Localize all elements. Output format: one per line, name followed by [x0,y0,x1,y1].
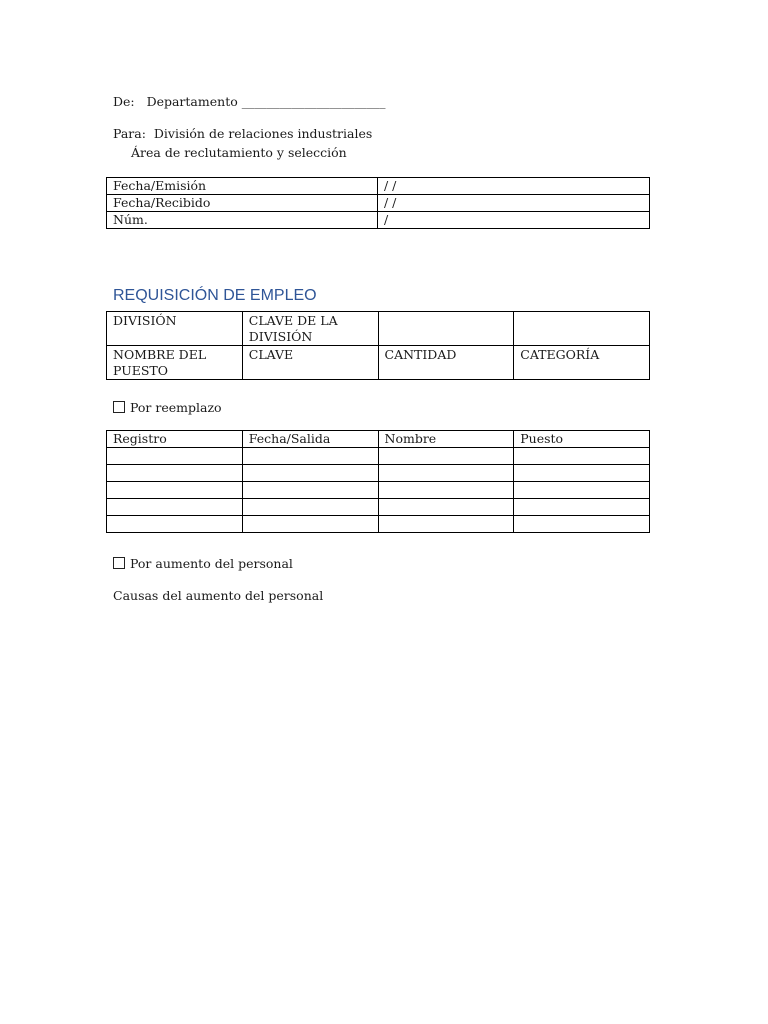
from-label: De: [113,94,135,109]
key-label-cell: CLAVE [242,346,378,380]
column-header-nombre: Nombre [378,431,514,448]
table-row [107,178,650,195]
table-row [107,212,650,229]
info-value-issue-date[interactable]: / / [378,178,650,195]
table-cell-puesto[interactable] [514,482,650,499]
table-row [107,482,650,499]
replacement-checkbox[interactable] [113,401,125,413]
to-division: División de relaciones industriales [153,126,373,141]
from-department: Departamento [146,94,238,109]
table-row [107,195,650,212]
requisition-table [106,311,650,380]
increase-option[interactable] [113,556,293,572]
category-label-cell: CATEGORÍA [514,346,650,380]
position-name-label-cell: NOMBRE DEL PUESTO [107,346,243,380]
increase-checkbox[interactable] [113,557,125,569]
table-cell-fecha-salida[interactable] [242,499,378,516]
increase-option-label: Por aumento del personal [130,556,293,571]
table-cell-puesto[interactable] [514,448,650,465]
table-cell-puesto[interactable] [514,499,650,516]
info-label-issue-date: Fecha/Emisión [107,178,378,195]
table-cell-puesto[interactable] [514,465,650,482]
table-cell-nombre[interactable] [378,482,514,499]
table-row [107,346,650,380]
table-header-row [107,431,650,448]
to-area: Área de reclutamiento y selección [131,145,347,160]
info-value-received-date[interactable]: / / [378,195,650,212]
info-value-number[interactable]: / [378,212,650,229]
table-row [107,516,650,533]
table-row [107,465,650,482]
increase-causes-label: Causas del aumento del personal [113,588,324,603]
division-key-input-cell[interactable] [514,312,650,346]
replacement-option-label: Por reemplazo [130,400,222,415]
info-label-number: Núm. [107,212,378,229]
division-input-cell[interactable] [378,312,514,346]
info-label-received-date: Fecha/Recibido [107,195,378,212]
to-line [113,126,372,142]
to-label: Para: [113,126,146,141]
table-cell-nombre[interactable] [378,465,514,482]
table-cell-fecha-salida[interactable] [242,516,378,533]
from-department-blank: _______________________ [241,94,386,109]
column-header-puesto: Puesto [514,431,650,448]
table-cell-fecha-salida[interactable] [242,482,378,499]
table-cell-nombre[interactable] [378,516,514,533]
column-header-registro: Registro [107,431,243,448]
table-cell-nombre[interactable] [378,448,514,465]
table-cell-registro[interactable] [107,516,243,533]
quantity-label-cell: CANTIDAD [378,346,514,380]
info-table [106,177,650,229]
table-cell-puesto[interactable] [514,516,650,533]
table-cell-nombre[interactable] [378,499,514,516]
replacement-table [106,430,650,533]
table-row [107,312,650,346]
table-cell-fecha-salida[interactable] [242,465,378,482]
division-key-label-cell: CLAVE DE LA DIVISIÓN [242,312,378,346]
table-cell-registro[interactable] [107,448,243,465]
table-cell-fecha-salida[interactable] [242,448,378,465]
table-cell-registro[interactable] [107,499,243,516]
from-line [113,94,385,110]
table-row [107,448,650,465]
table-cell-registro[interactable] [107,465,243,482]
section-heading: REQUISICIÓN DE EMPLEO [113,287,317,304]
table-cell-registro[interactable] [107,482,243,499]
division-label-cell: DIVISIÓN [107,312,243,346]
replacement-option[interactable] [113,400,222,416]
table-row [107,499,650,516]
column-header-fecha-salida: Fecha/Salida [242,431,378,448]
